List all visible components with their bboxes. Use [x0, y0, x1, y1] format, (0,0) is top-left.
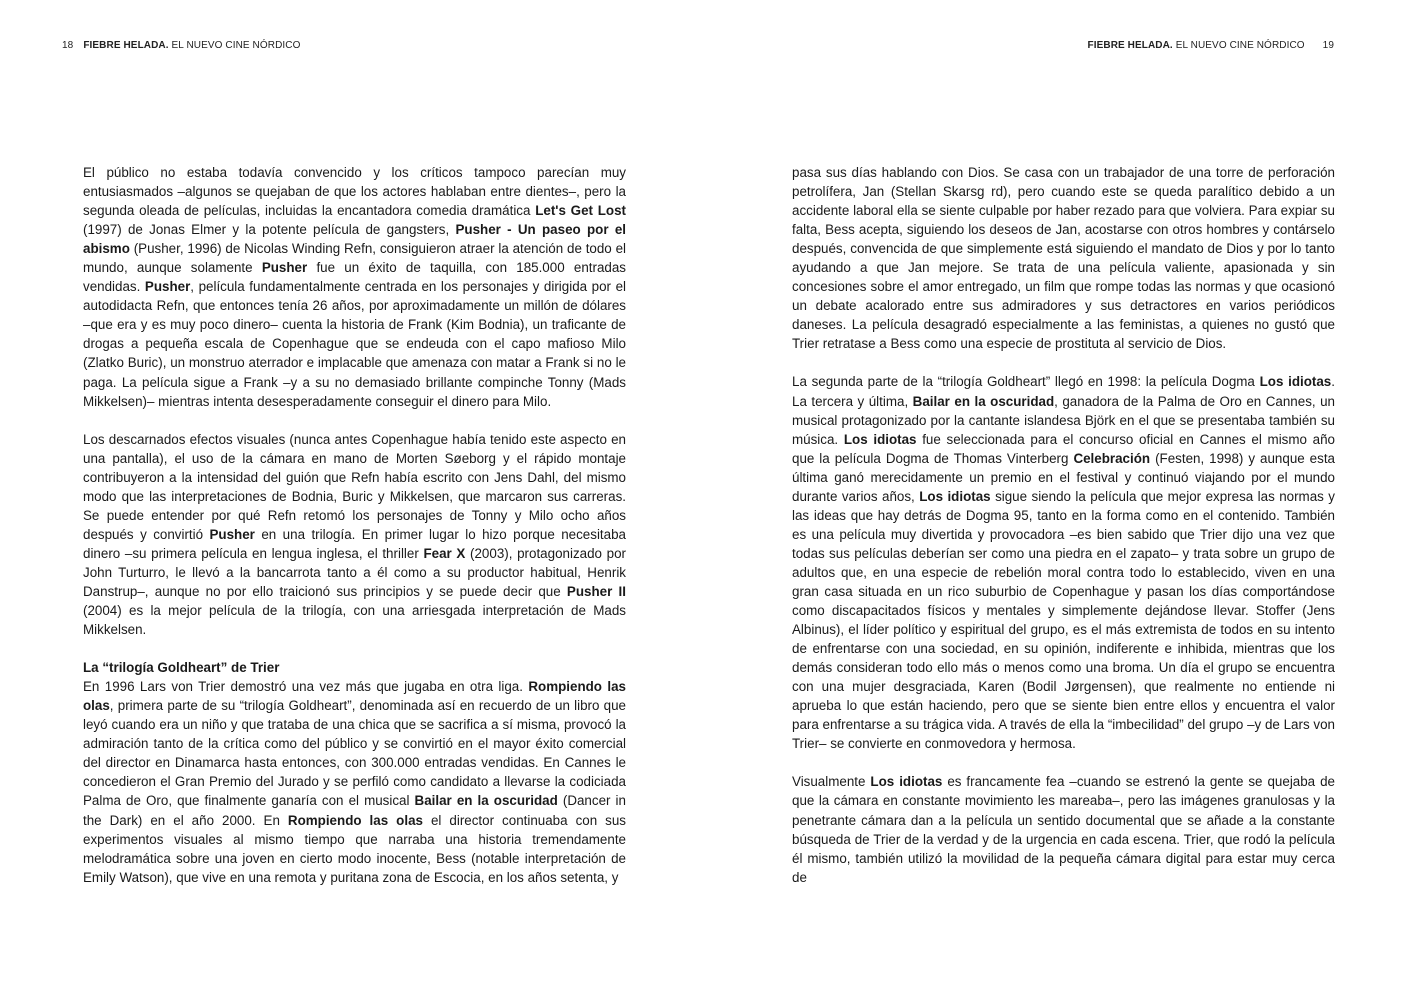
page-number: 18 — [62, 40, 74, 51]
film-title: Bailar en la oscuridad — [414, 793, 558, 809]
page-number: 19 — [1322, 40, 1334, 51]
text-run: . La tercera y última, — [792, 374, 1335, 409]
film-title: Pusher — [261, 260, 308, 276]
book-subtitle: EL NUEVO CINE NÓRDICO — [168, 40, 301, 51]
text-run: , primera parte de su “trilogía Goldheart”, denominada así en recuerdo de un libro que leyó cuando era un niño y que trataba de una chica que se sacrifica a sí misma, provocó la admiración tanto de la crítica como del público y se convirtió en el mayor éxito comercial del director en Dinamarca hasta entonces, con 300.000 entradas vendidas. En Cannes le concedieron el Gran Premio del Jurado y se perfiló como candidato a llevarse la codiciada Palma de Oro, que finalmente ganaría con el musical — [83, 698, 626, 809]
paragraph — [792, 372, 1335, 753]
film-title: Celebración — [1073, 450, 1151, 466]
film-title: Pusher II — [566, 583, 626, 599]
film-title: Los idiotas — [919, 488, 991, 504]
film-title: Pusher - Un paseo por el abismo — [83, 222, 626, 257]
text-run: , ganadora de la Palma de Oro en Cannes, un musical protagonizado por la cantante islandesa Björk en el que se presentaba también su música. — [792, 393, 1335, 447]
paragraph — [83, 163, 626, 411]
film-title: Bailar en la oscuridad — [912, 393, 1055, 409]
right-page — [709, 0, 1417, 1000]
book-title: FIEBRE HELADA. — [1087, 40, 1173, 51]
film-title: Pusher — [144, 279, 191, 295]
text-run: es francamente fea –cuando se estrenó la gente se quejaba de que la cámara en constante movimiento les mareaba–, pero las imágenes granulosas y la penetrante cámara dan a la película un sentido documental que se añade a la constante búsqueda de Trier de la verdad y de la urgencia en cada escena. Trier, que rodó la película él mismo, también utilizó la movilidad de la pequeña cámara digital para estar muy cerca de — [792, 774, 1335, 885]
film-title: Los idiotas — [1259, 374, 1332, 390]
text-run: En 1996 Lars von Trier demostró una vez más que jugaba en otra liga. — [83, 679, 529, 695]
left-page — [0, 0, 708, 1000]
text-run: Los descarnados efectos visuales (nunca antes Copenhague había tenido este aspecto en una pantalla), el uso de la cámara en mano de Morten Søeborg y el rápido montaje contribuyeron a la intensidad del guión que Refn había escrito con Jens Dahl, del mismo modo que las interpretaciones de Bodnia, Buric y Mikkelsen, que marcaron sus carreras. Se puede entender por qué Refn retomó los personajes de Tonny y Milo ocho años después y convirtió — [83, 431, 626, 542]
text-run: (Festen, 1998) y aunque esta última ganó merecidamente un premio en el festival y continuó viajando por el mundo durante varios años, — [792, 450, 1335, 504]
paragraph — [83, 430, 626, 640]
section-heading: La “trilogía Goldheart” de Trier — [83, 660, 280, 676]
film-title: Los idiotas — [870, 774, 943, 790]
text-run: (Dancer in the Dark) en el año 2000. En — [83, 793, 626, 828]
text-run: (Pusher, 1996) de Nicolas Winding Refn, consiguieron atraer la atención de todo el mundo, aunque solamente — [83, 241, 626, 276]
text-run: fue un éxito de taquilla, con 185.000 entradas vendidas. — [83, 260, 626, 295]
film-title: Rompiendo las olas — [83, 679, 626, 714]
text-run: fue seleccionada para el concurso oficial en Cannes el mismo año que la película Dogma de Thomas Vinterberg — [792, 431, 1336, 466]
text-run: (2004) es la mejor película de la trilogía, con una arriesgada interpretación de Mads Mikkelsen. — [83, 603, 626, 638]
film-title: Rompiendo las olas — [287, 812, 423, 828]
right-text-column — [792, 163, 1335, 887]
book-title: FIEBRE HELADA. — [83, 40, 169, 51]
paragraph — [792, 772, 1335, 886]
text-run: el director continuaba con sus experimentos visuales al mismo tiempo que narraba una historia tremendamente melodramática sobre una joven en cierto modo inocente, Bess (notable interpretación de Emily Watson), que vive en una remota y puritana zona de Escocia, en los años setenta, y — [83, 812, 626, 885]
film-title: Los idiotas — [843, 431, 917, 447]
running-head-left — [62, 40, 300, 51]
text-run: La segunda parte de la “trilogía Goldheart” llegó en 1998: la película Dogma — [792, 374, 1260, 390]
film-title: Pusher — [209, 526, 255, 542]
left-text-column — [83, 163, 626, 887]
text-run: pasa sus días hablando con Dios. Se casa con un trabajador de una torre de perforación petrolífera, Jan (Stellan Skarsg rd), pero cuando este se queda paralítico debido a un accidente laboral ella se siente culpable por haber rezado para que volviera. Para expiar su falta, Bess acepta, siguiendo los deseos de Jan, acostarse con otros hombres y contárselo después, convencida de que simplemente está siguiendo el mandato de Dios y por lo tanto ayudando a que Jan mejore. Se trata de una película valiente, apasionada y sin concesiones sobre el amor entregado, un film que rompe todas las normas y que ocasionó un debate acalorado entre sus admiradores y sus detractores en varios periódicos daneses. La película desagradó especialmente a las feministas, a quienes no gustó que Trier retratase a Bess como una especie de prostituta al servicio de Dios. — [792, 165, 1335, 352]
film-title: Fear X — [423, 545, 466, 561]
film-title: Let's Get Lost — [535, 203, 626, 219]
text-run: (1997) de Jonas Elmer y la potente película de gangsters, — [83, 222, 456, 238]
text-run: en una trilogía. En primer lugar lo hizo porque necesitaba dinero –su primera película en lengua inglesa, el thriller — [83, 526, 626, 561]
paragraph — [83, 677, 626, 887]
text-run: Visualmente — [792, 774, 871, 790]
paragraph — [792, 163, 1335, 353]
text-run: (2003), protagonizado por John Turturro, le llevó a la bancarrota tanto a él como a su productor habitual, Henrik Danstrup–, aunque no por ello traicionó sus principios y se puede decir que — [83, 545, 627, 599]
text-run: sigue siendo la película que mejor expresa las normas y las ideas que hay detrás de Dogma 95, tanto en la forma como en el contenido. También es una película muy divertida y provocadora –es bien sabido que Trier dijo una vez que todas sus películas deberían ser como una piedra en el zapato– y trata sobre un grupo de adultos que, en una especie de rebelión moral contra todo lo establecido, viven en una gran casa situada en un rico suburbio de Copenhague y pasan los días comportándose como discapacitados físicos y mentales y simplemente dejándose llevar. Stoffer (Jens Albinus), el líder político y espiritual del grupo, es el más extremista de todos en su intento de enfrentarse con una sociedad, en su opinión, indiferente e inhibida, mientras que los demás consideran todo ello más o menos como una broma. Un día el grupo se encuentra con una mujer desgraciada, Karen (Bodil Jørgensen), que realmente no entiende ni aprueba lo que están haciendo, pero que se siente bien entre ellos y encuentra el valor para enfrentarse a su trágica vida. A través de ella la “imbecilidad” del grupo –y de Lars von Trier– se convierte en conmovedora y hermosa. — [792, 488, 1335, 752]
book-subtitle: EL NUEVO CINE NÓRDICO — [1172, 40, 1305, 51]
running-head-right — [1088, 40, 1334, 51]
text-run: , película fundamentalmente centrada en los personajes y dirigida por el autodidacta Refn, que entonces tenía 26 años, por aproximadamente un millón de dólares –que era y es muy poco dinero– cuenta la historia de Frank (Kim Bodnia), un traficante de drogas a pequeña escala de Copenhague que se endeuda con el capo mafioso Milo (Zlatko Buric), un monstruo aterrador e implacable que amenaza con matar a Frank si no le paga. La película sigue a Frank –y a su no demasiado brillante compinche Tonny (Mads Mikkelsen)– mientras intenta desesperadamente conseguir el dinero para Milo. — [83, 279, 626, 409]
text-run: El público no estaba todavía convencido y los críticos tampoco parecían muy entusiasmados –algunos se quejaban de que los actores hablaban entre dientes–, pero la segunda oleada de películas, incluidas la encantadora comedia dramática — [83, 165, 626, 219]
